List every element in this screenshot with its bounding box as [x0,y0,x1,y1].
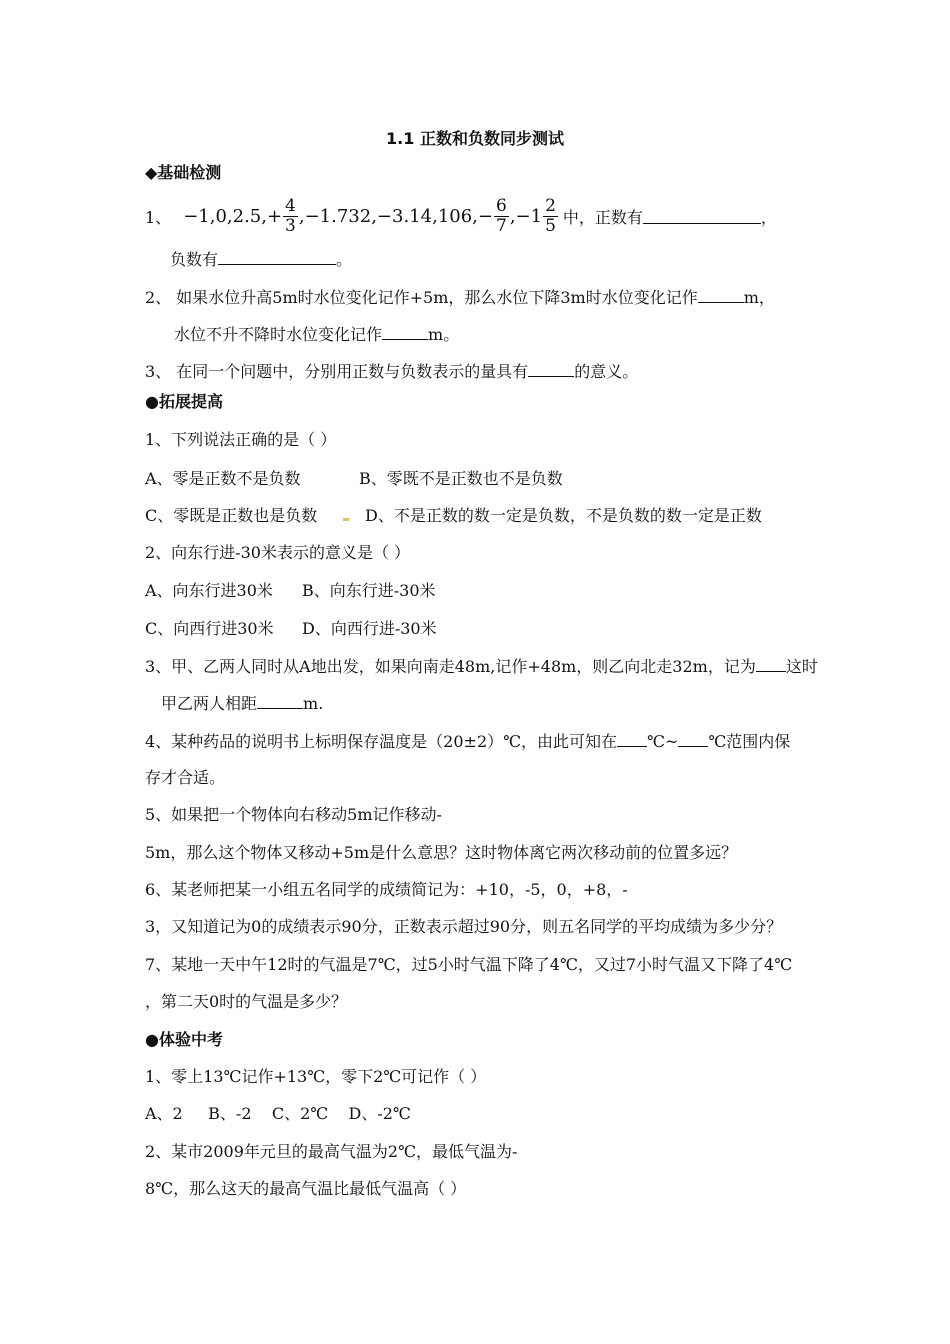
question-number: 1、 [145,207,172,227]
question-text: 的意义。 [574,362,639,381]
number-list-part: ,−1 [509,205,543,227]
question-text: ℃范围内保 [708,732,791,751]
question-text: m。 [428,325,460,344]
question-text: 这时 [785,657,818,676]
exam-q2-line2: 8℃，那么这天的最高气温比最低气温高（ ） [145,1179,467,1198]
extend-q6-line1: 6、某老师把某一小组五名同学的成绩简记为：+10，-5，0，+8，- [145,880,628,899]
extend-q2-option-a: A、向东行进30米 [145,581,273,600]
basic-q1 [145,194,777,238]
extend-q3-line2 [161,693,323,714]
question-text: 负数有 [170,250,219,269]
extend-q7-line1: 7、某地一天中午12时的气温是7℃，过5小时气温下降了4℃，又过7小时气温又下降了4℃ [145,955,793,974]
extend-q2-option-b: B、向东行进-30米 [302,581,436,600]
fraction [543,197,558,236]
answer-blank[interactable] [257,693,303,709]
answer-blank[interactable] [643,208,761,224]
extend-q5-line2: 5m，那么这个物体又移动+5m是什么意思？这时物体离它两次移动前的位置多远？ [145,843,738,862]
extend-q3-line1 [145,656,818,677]
extend-q5-line1: 5、如果把一个物体向右移动5m记作移动- [145,805,442,824]
section-exam: ●体验中考 [145,1030,223,1049]
extend-q6-line2: 3，又知道记为0的成绩表示90分，正数表示超过90分，则五名同学的平均成绩为多少分？ [145,917,783,936]
fraction [283,197,298,236]
question-text: 3、 在同一个问题中，分别用正数与负数表示的量具有 [145,362,529,381]
numerator: 2 [545,195,556,216]
question-text: m， [743,288,775,307]
answer-blank[interactable] [756,656,786,672]
question-text: 2、 如果水位升高5m时水位变化记作+5m，那么水位下降3m时水位变化记作 [145,288,698,307]
section-basic: ◆基础检测 [145,163,222,182]
question-text: m. [303,694,324,713]
answer-blank[interactable] [698,287,744,303]
punctuation: ， [760,207,777,227]
exam-q1: 1、零上13℃记作+13℃，零下2℃可记作（ ） [145,1067,487,1086]
fraction [494,197,509,236]
extend-q4-line2: 存才合适。 [145,768,226,787]
number-list-part: ,−1.732,−3.14,106,− [298,205,493,227]
basic-q2-line1 [145,287,775,308]
page-title: 1.1 正数和负数同步测试 [386,129,564,148]
denominator: 7 [495,215,507,236]
section-extend: ●拓展提高 [145,392,223,411]
question-text: 甲乙两人相距 [161,694,258,713]
basic-q2-line2 [174,324,459,345]
question-text: 水位不升不降时水位变化记作 [174,325,383,344]
answer-blank[interactable] [218,249,336,265]
numerator: 6 [495,195,507,216]
denominator: 5 [545,215,556,236]
extend-q2-option-d: D、向西行进-30米 [302,619,437,638]
numerator: 4 [285,195,296,216]
basic-q3 [145,361,638,382]
answer-blank[interactable] [617,731,647,747]
extend-q1-option-d: D、不是正数的数一定是负数，不是负数的数一定是正数 [365,506,762,525]
question-text: 4、某种药品的说明书上标明保存温度是（20±2）℃，由此可知在 [145,732,618,751]
number-list-part: −1,0,2.5,+ [183,205,283,227]
stray-mark [343,518,349,521]
answer-blank[interactable] [382,324,428,340]
extend-q2: 2、向东行进-30米表示的意义是（ ） [145,543,411,562]
exam-q2-line1: 2、某市2009年元旦的最高气温为2℃，最低气温为- [145,1142,518,1161]
question-text: 中，正数有 [562,207,643,227]
answer-blank[interactable] [528,361,574,377]
question-text: ℃~ [647,732,679,751]
extend-q7-line2: ，第二天0时的气温是多少？ [145,992,348,1011]
extend-q2-option-c: C、向西行进30米 [145,619,274,638]
basic-q1-line2 [170,249,352,270]
extend-q1-option-b: B、零既不是正数也不是负数 [359,469,563,488]
punctuation: 。 [336,250,353,269]
question-text: 3、甲、乙两人同时从A地出发，如果向南走48m,记作+48m，则乙向北走32m，记为 [145,657,756,676]
extend-q1-option-a: A、零是正数不是负数 [145,469,301,488]
extend-q4-line1 [145,731,790,752]
denominator: 3 [285,215,296,236]
extend-q1: 1、下列说法正确的是（ ） [145,430,337,449]
answer-blank[interactable] [678,731,708,747]
exam-q1-options: A、2 B、-2 C、2℃ D、-2℃ [145,1104,411,1123]
extend-q1-option-c: C、零既是正数也是负数 [145,506,318,525]
